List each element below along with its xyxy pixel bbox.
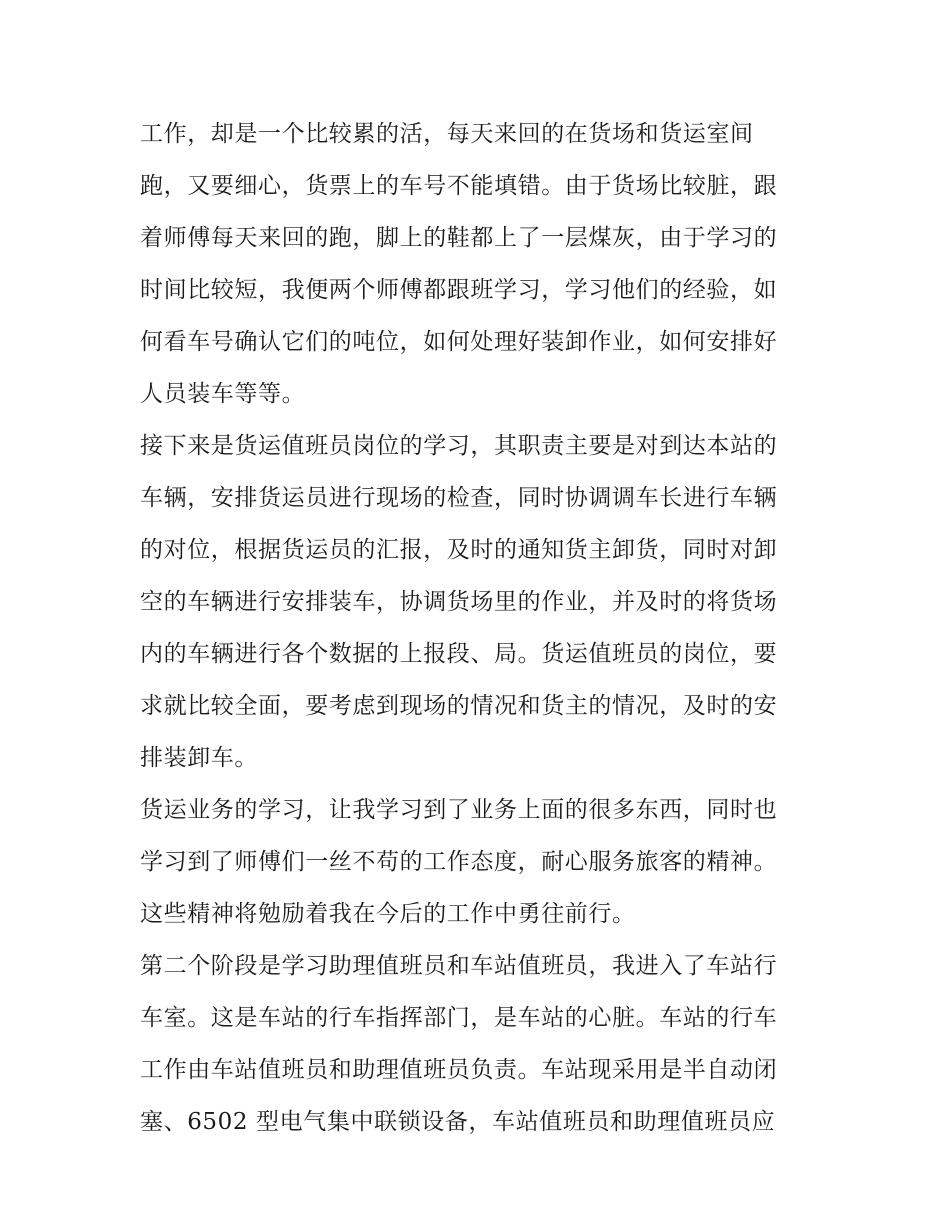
text-line-4: 时间比较短，我便两个师傅都跟班学习，学习他们的经验，如 xyxy=(140,277,778,303)
text-line-6: 人员装车等等。 xyxy=(140,381,306,407)
text-line-1: 工作，却是一个比较累的活，每天来回的在货场和货运室间 xyxy=(140,121,754,147)
text-line-12: 求就比较全面，要考虑到现场的情况和货主的情况，及时的安 xyxy=(140,693,778,719)
text-line-10: 空的车辆进行安排装车，协调货场里的作业，并及时的将货场 xyxy=(140,589,778,615)
text-line-11: 内的车辆进行各个数据的上报段、局。货运值班员的岗位，要 xyxy=(140,641,778,667)
text-line-8: 车辆，安排货运员进行现场的检查，同时协调调车长进行车辆 xyxy=(140,485,778,511)
text-line-20: 塞、6502 型电气集中联锁设备，车站值班员和助理值班员应 xyxy=(140,1109,776,1135)
text-line-13: 排装卸车。 xyxy=(140,745,258,771)
text-line-16: 这些精神将勉励着我在今后的工作中勇往前行。 xyxy=(140,901,636,927)
text-line-5: 何看车号确认它们的吨位，如何处理好装卸作业，如何安排好 xyxy=(140,329,778,355)
text-line-19: 工作由车站值班员和助理值班员负责。车站现采用是半自动闭 xyxy=(140,1057,778,1083)
text-line-3: 着师傅每天来回的跑，脚上的鞋都上了一层煤灰，由于学习的 xyxy=(140,225,778,251)
document-body xyxy=(140,108,820,1148)
text-line-2: 跑，又要细心，货票上的车号不能填错。由于货场比较脏，跟 xyxy=(140,173,778,199)
text-line-7: 接下来是货运值班员岗位的学习，其职责主要是对到达本站的 xyxy=(140,433,778,459)
text-line-15: 学习到了师傅们一丝不苟的工作态度，耐心服务旅客的精神。 xyxy=(140,849,778,875)
text-line-18: 车室。这是车站的行车指挥部门，是车站的心脏。车站的行车 xyxy=(140,1005,778,1031)
text-line-14: 货运业务的学习，让我学习到了业务上面的很多东西，同时也 xyxy=(140,797,778,823)
text-line-9: 的对位，根据货运员的汇报，及时的通知货主卸货，同时对卸 xyxy=(140,537,778,563)
text-line-17: 第二个阶段是学习助理值班员和车站值班员，我进入了车站行 xyxy=(140,953,778,979)
